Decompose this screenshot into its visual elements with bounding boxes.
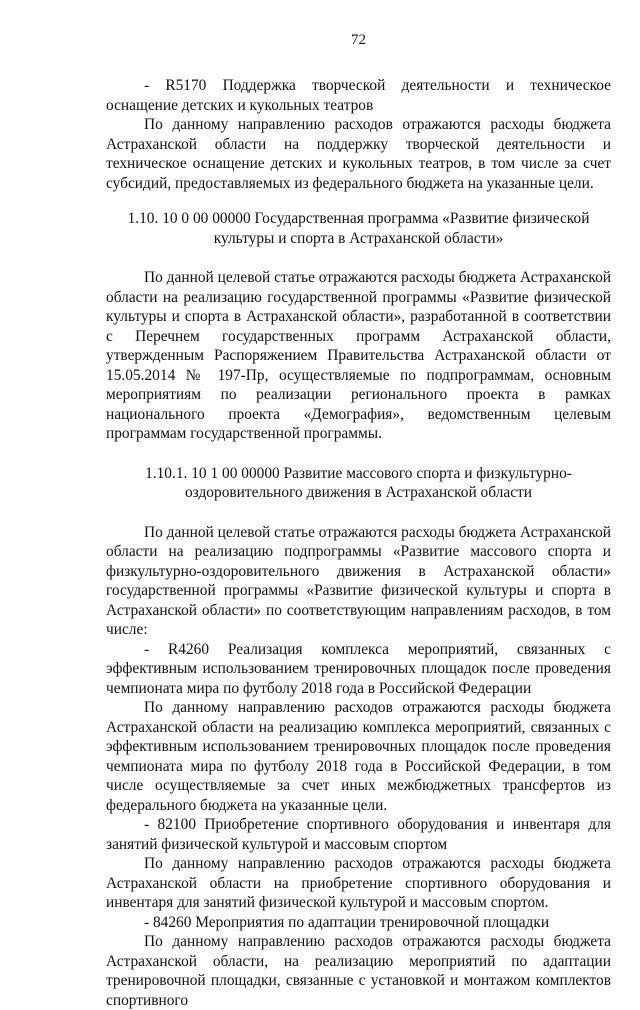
paragraph-r5170-description: По данному направлению расходов отражаются расходы бюджета Астраханской области на поддержку творческой деятельности и техническое оснащение детских и кукольных театров, в том числе за счет субсидий, предоставляемых из федерального бюджета на указанные цели. [106, 116, 611, 192]
paragraph-82100-description: По данному направлению расходов отражаются расходы бюджета Астраханской области на приобретение спортивного оборудования и инвентаря для занятий физической культурой и массовым спортом. [106, 855, 611, 911]
paragraph-84260-item: - 84260 Мероприятия по адаптации тренировочной площадки [144, 913, 550, 931]
paragraph-84260-description: По данному направлению расходов отражаются расходы бюджета Астраханской области, на реализацию мероприятий по адаптации тренировочной площадки, связанные с установкой и монтажом комплектов спортивного [106, 933, 611, 1009]
paragraph-section-1-10-1-description: По данной целевой статье отражаются расходы бюджета Астраханской области на реализацию подпрограммы «Развитие массового спорта и физкультурно-оздоровительного движения в Астраханской области» государственной программы «Развитие физической культуры и спорта в Астраханской области» по соответствующим направлениям расходов, в том числе: [106, 523, 611, 638]
paragraph-82100-item: - 82100 Приобретение спортивного оборудования и инвентаря для занятий физической культурой и массовым спортом [106, 816, 611, 853]
document-page [106, 30, 611, 1009]
paragraph-r5170-item: - R5170 Поддержка творческой деятельности и техническое оснащение детских и кукольных театров [106, 77, 611, 114]
section-heading-1-10-1: 1.10.1. 10 1 00 00000 Развитие массового спорта и физкультурно-оздоровительного движения в Астраханской области [145, 464, 572, 501]
paragraph-r4260-description: По данному направлению расходов отражаются расходы бюджета Астраханской области на реализацию комплекса мероприятий, связанных с эффективным использованием тренировочных площадок после проведения чемпионата мира по футболу 2018 года в Российской Федерации, в том числе осуществляемые за счет иных межбюджетных трансфертов из федерального бюджета на указанные цели. [106, 699, 611, 814]
page-number: 72 [351, 32, 366, 48]
paragraph-r4260-item: - R4260 Реализация комплекса мероприятий, связанных с эффективным использованием тренировочных площадок после проведения чемпионата мира по футболу 2018 года в Российской Федерации [106, 640, 611, 697]
paragraph-section-1-10-description: По данной целевой статье отражаются расходы бюджета Астраханской области на реализацию государственной программы «Развитие физической культуры и спорта в Астраханской области», разработанной в соответствии с Перечнем государственных программ Астраханской области, утвержденным Распоряжением Правительства Астраханской области от 15.05.2014 № 197-Пр, осуществляемые по подпрограммам, основным мероприятиям по реализации регионального проекта в рамках национального проекта «Демография», ведомственным целевым программам государственной программы. [106, 269, 611, 442]
section-heading-1-10: 1.10. 10 0 00 00000 Государственная программа «Развитие физической культуры и спорта в Астраханской области» [127, 210, 590, 247]
